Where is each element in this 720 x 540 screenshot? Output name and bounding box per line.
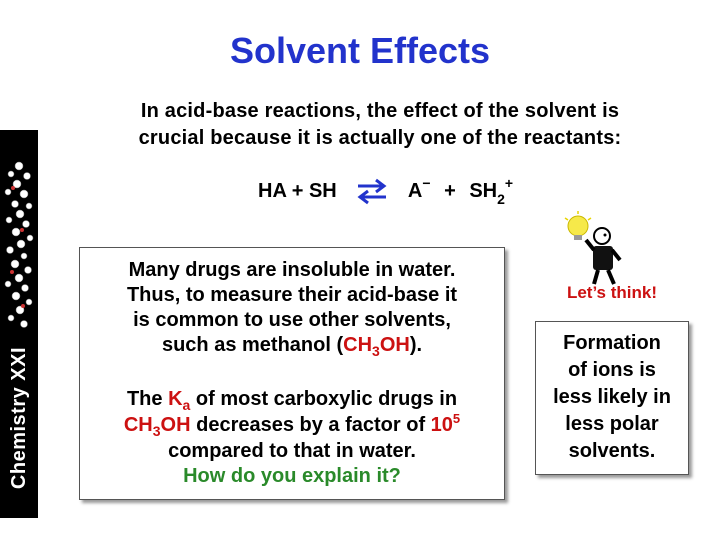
explanation-box (79, 247, 505, 500)
conclusion-line-2: of ions is (568, 359, 656, 381)
paragraph-1-line-2: Thus, to measure their acid-base it (126, 284, 458, 306)
explanation-paragraph-1 (80, 258, 504, 359)
equation-reactants: HA + SH (258, 180, 337, 202)
equation-conjugate-acid: SH2+ (469, 175, 514, 207)
equation-plus: + (444, 180, 456, 202)
intro-line-2: crucial because it is actually one of the reactants: (138, 127, 622, 149)
conclusion-line-4: less polar (565, 413, 659, 435)
paragraph-1-line-1: Many drugs are insoluble in water. (128, 259, 456, 281)
conclusion-box (535, 321, 689, 475)
lets-think-label: Let’s think! (566, 283, 658, 302)
methanol-formula-2: $CH_3OH$ (123, 414, 191, 439)
conclusion-text (536, 322, 688, 465)
question-text: How do you explain it? (183, 465, 401, 487)
molecule-icon (2, 160, 36, 330)
factor-value: $10^5$ (430, 411, 461, 436)
paragraph-2-line-2: $CH_3OH$ decreases by a factor of $10^5$ (123, 411, 461, 439)
paragraph-1-line-3: is common to use other solvents, (133, 309, 451, 331)
ka-symbol: $K_a$ (168, 388, 191, 413)
conclusion-line-1: Formation (563, 332, 661, 354)
intro-text (80, 98, 680, 152)
paragraph-2-line-1: The $K_a$ of most carboxylic drugs in (126, 388, 458, 413)
intro-line-1: In acid-base reactions, the effect of the solvent is (140, 100, 620, 122)
methanol-formula: $CH_3OH$ (343, 334, 410, 359)
paragraph-2-line-3: compared to that in water. (168, 440, 416, 462)
equation-base: A− (407, 175, 431, 202)
thinking-person-lightbulb-icon (560, 210, 630, 285)
conclusion-line-5: solvents. (568, 440, 656, 462)
slide-title: Solvent Effects (229, 30, 491, 71)
explanation-paragraph-2 (80, 387, 504, 489)
equilibrium-arrows-icon (356, 176, 388, 206)
reaction-equation (258, 176, 513, 210)
paragraph-1-line-4: such as methanol $(CH_3OH)$. (161, 334, 423, 359)
conclusion-line-3: less likely in (553, 386, 671, 408)
sidebar-label: Chemistry XXI (8, 346, 30, 490)
